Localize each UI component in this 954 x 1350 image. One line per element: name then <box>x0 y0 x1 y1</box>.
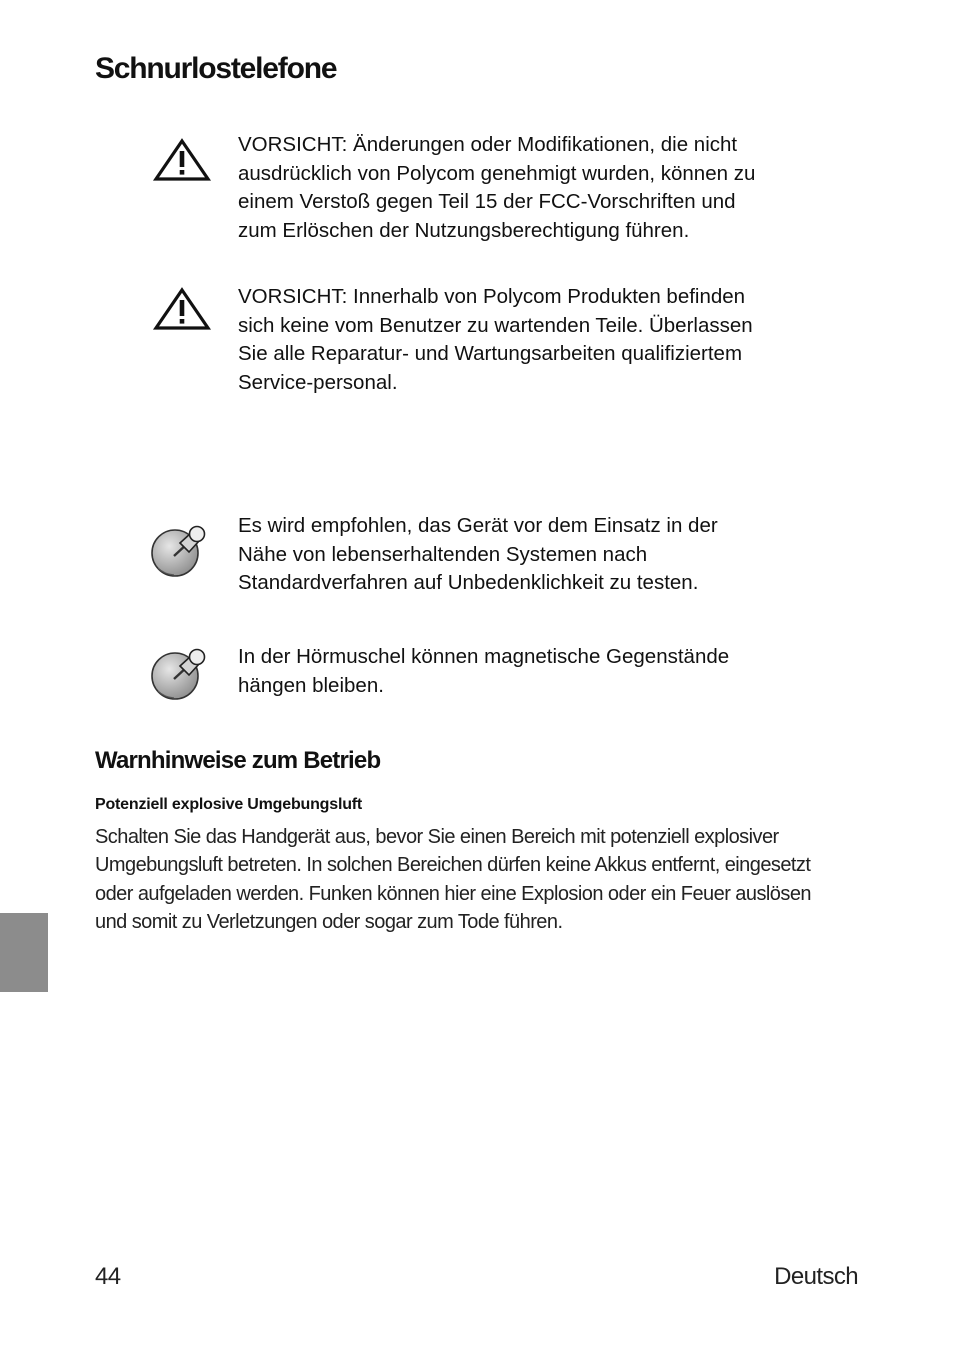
info-note-magnetic <box>238 643 858 700</box>
warning-triangle-icon <box>150 136 214 196</box>
note-line: Sie alle Reparatur- und Wartungsarbeiten qualifiziertem <box>238 342 743 365</box>
note-line: ausdrücklich von Polycom genehmigt wurden, können zu <box>238 161 756 185</box>
subheading: Potenziell explosive Umgebungsluft <box>95 796 363 813</box>
page-number: 44 <box>95 1263 121 1290</box>
language-label: Deutsch <box>774 1263 858 1290</box>
note-line: In der Hörmuschel können magnetische Gegenstände <box>238 645 730 668</box>
body-line: Schalten Sie das Handgerät aus, bevor Sie einen Bereich mit potenziell explosiver <box>95 826 779 848</box>
body-line: und somit zu Verletzungen oder sogar zum Tode führen. <box>95 910 563 933</box>
note-line: Nähe von lebenserhaltenden Systemen nach <box>238 542 648 566</box>
note-line: Es wird empfohlen, das Gerät vor dem Einsatz in der <box>238 514 718 537</box>
caution-note-service <box>238 283 858 397</box>
pushpin-note-icon <box>150 645 214 705</box>
note-line: Standardverfahren auf Unbedenklichkeit zu testen. <box>238 571 699 594</box>
note-line: Service-personal. <box>238 370 398 394</box>
pushpin-note-icon <box>150 522 214 582</box>
info-note-life-support <box>238 512 858 598</box>
note-line: zum Erlöschen der Nutzungsberechtigung führen. <box>238 218 690 242</box>
body-line: oder aufgeladen werden. Funken können hier eine Explosion oder ein Feuer auslösen <box>95 882 811 905</box>
note-line: einem Verstoß gegen Teil 15 der FCC-Vorschriften und <box>238 190 736 213</box>
note-line: VORSICHT: Innerhalb von Polycom Produkten befinden <box>238 285 746 308</box>
note-line: sich keine vom Benutzer zu wartenden Teile. Überlassen <box>238 313 753 337</box>
body-line: Umgebungsluft betreten. In solchen Bereichen dürfen keine Akkus entfernt, eingesetzt <box>95 854 811 877</box>
note-line: hängen bleiben. <box>238 673 384 697</box>
caution-note-fcc <box>238 131 858 245</box>
section-heading: Warnhinweise zum Betrieb <box>95 747 381 774</box>
page-title: Schnurlostelefone <box>95 52 337 85</box>
chapter-thumb-tab <box>0 913 48 992</box>
warning-triangle-icon <box>150 285 214 345</box>
body-paragraph <box>95 823 875 936</box>
note-line: VORSICHT: Änderungen oder Modifikationen, die nicht <box>238 133 738 156</box>
